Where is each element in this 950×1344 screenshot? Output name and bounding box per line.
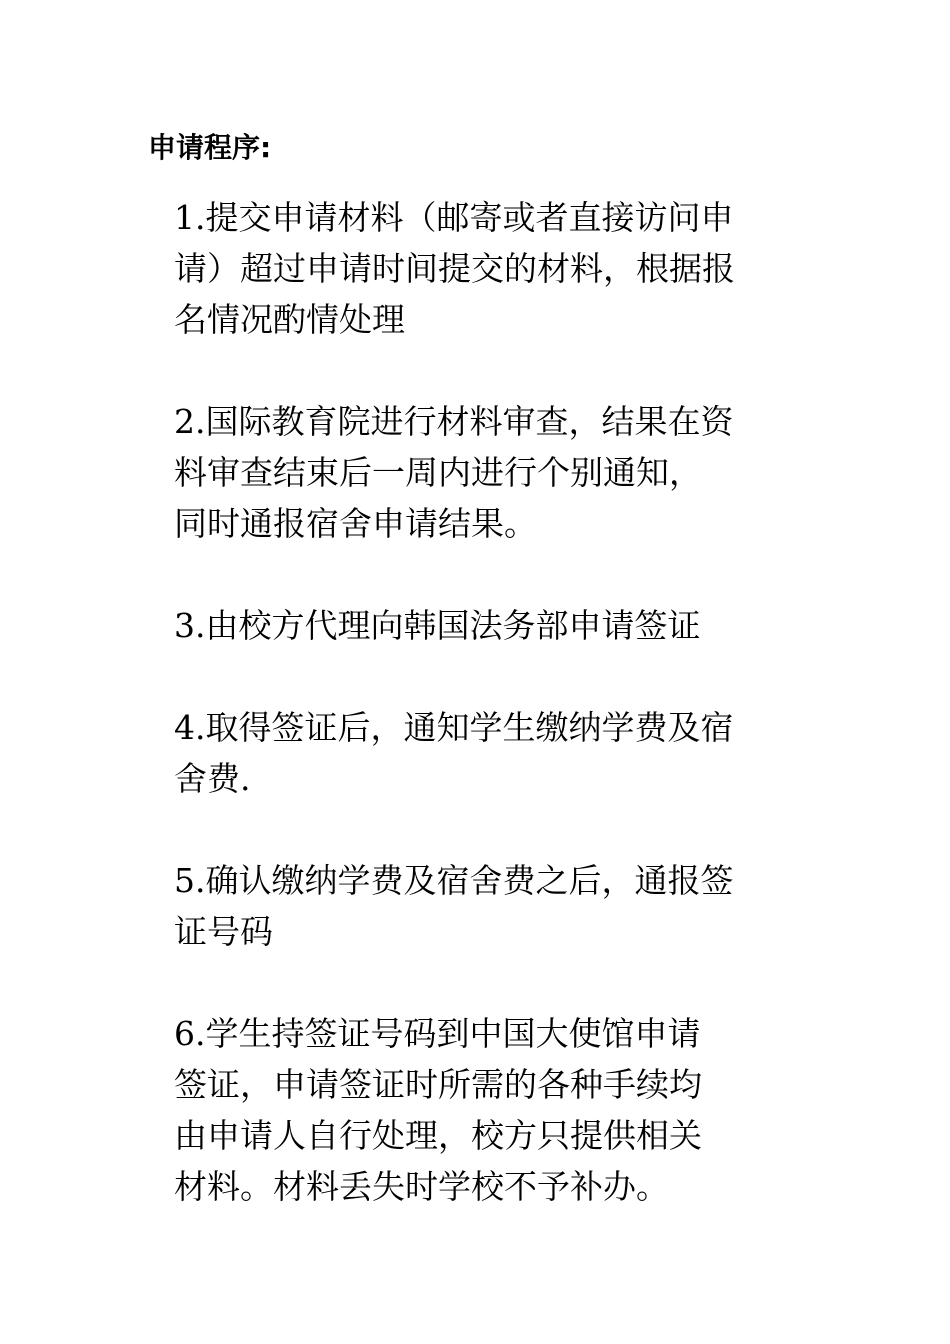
step-line: 2.国际教育院进行材料审查，结果在资 xyxy=(174,402,734,441)
step-line: 1.提交申请材料（邮寄或者直接访问申 xyxy=(174,198,734,237)
step-1 xyxy=(174,192,814,345)
section-heading: 申请程序: xyxy=(148,131,272,164)
step-4 xyxy=(174,702,814,804)
step-line: 5.确认缴纳学费及宿舍费之后，通报签 xyxy=(174,861,734,900)
step-line: 4.取得签证后，通知学生缴纳学费及宿 xyxy=(174,708,734,747)
step-line: 由申请人自行处理，校方只提供相关 xyxy=(174,1116,702,1155)
step-line: 料审查结束后一周内进行个别通知， xyxy=(174,453,702,492)
step-line: 3.由校方代理向韩国法务部申请签证 xyxy=(174,606,701,645)
step-line: 签证，申请签证时所需的各种手续均 xyxy=(174,1065,702,1104)
step-line: 证号码 xyxy=(174,912,273,951)
step-2 xyxy=(174,396,814,549)
step-line: 6.学生持签证号码到中国大使馆申请 xyxy=(174,1014,701,1053)
step-6 xyxy=(174,1008,814,1212)
step-line: 同时通报宿舍申请结果。 xyxy=(174,504,537,543)
step-line: 材料。材料丢失时学校不予补办。 xyxy=(174,1167,669,1206)
step-5 xyxy=(174,855,814,957)
step-line: 请）超过申请时间提交的材料，根据报 xyxy=(174,249,735,288)
step-3 xyxy=(174,600,814,651)
step-line: 舍费. xyxy=(174,759,251,798)
step-line: 名情况酌情处理 xyxy=(174,300,405,339)
procedure-steps xyxy=(174,192,814,1263)
